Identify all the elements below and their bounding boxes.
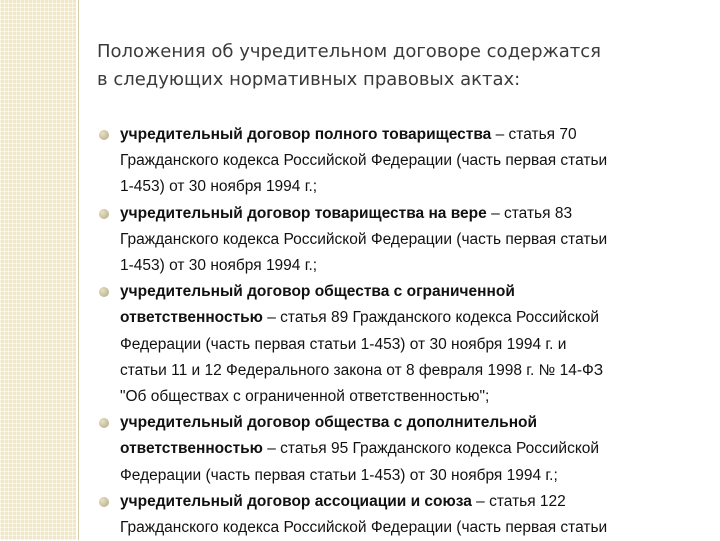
bullet-item-limited-partnership	[98, 201, 698, 280]
slide-title-line: в следующих нормативных правовых актах:	[97, 69, 521, 90]
line-text: Федерации (часть первая статьи 1-453) от 30 ноября 1994 г.;	[120, 466, 558, 484]
bullet-text	[120, 410, 698, 489]
bullet-text	[120, 489, 698, 541]
line-text: – статья 70	[491, 126, 577, 143]
slide-title	[97, 38, 697, 94]
line-text: Гражданского кодекса Российской Федерации (часть первая статьи	[120, 230, 608, 248]
bullet-line	[120, 384, 698, 410]
bullet-text	[120, 279, 698, 410]
bullet-text	[120, 122, 698, 201]
decorative-side-band	[0, 0, 76, 540]
bold-term: учредительный договор общества с ограниченной	[120, 283, 515, 301]
round-bullet-icon	[99, 209, 109, 219]
bold-term: учредительный договор общества с дополнительной	[120, 414, 538, 432]
bullet-line	[120, 410, 698, 436]
bullet-line	[120, 463, 698, 489]
line-text: – статья 89 Гражданского кодекса Российской	[262, 309, 600, 327]
round-bullet-icon	[99, 130, 109, 140]
line-text: Гражданского кодекса Российской Федерации (часть первая статьи	[120, 519, 608, 537]
bold-term: учредительный договор полного товарищества	[120, 126, 492, 143]
bold-term: ответственностью	[120, 440, 263, 458]
side-band-divider	[76, 0, 81, 540]
round-bullet-icon	[99, 497, 109, 507]
bullet-item-additional-liability	[98, 410, 698, 489]
bullet-line	[120, 227, 698, 253]
bullet-item-general-partnership	[98, 122, 698, 201]
bullet-line	[120, 358, 698, 384]
bullet-line	[120, 253, 698, 279]
round-bullet-icon	[99, 418, 109, 428]
round-bullet-icon	[99, 287, 109, 297]
bullet-line	[120, 122, 698, 148]
bold-term: учредительный договор ассоциации и союза	[120, 492, 472, 510]
bullet-line	[120, 201, 698, 227]
bullet-line	[120, 305, 698, 331]
bullet-list	[98, 122, 698, 541]
line-text: Гражданского кодекса Российской Федерации (часть первая статьи	[120, 152, 608, 170]
bullet-line	[120, 174, 698, 200]
slide-title-line: Положения об учредительном договоре содержатся	[97, 41, 601, 62]
bullet-line	[120, 515, 698, 541]
line-text: "Об обществах с ограниченной ответственностью";	[120, 388, 490, 406]
bullet-item-llc	[98, 279, 698, 410]
line-text: статьи 11 и 12 Федерального закона от 8 февраля 1998 г. № 14-ФЗ	[120, 361, 604, 379]
bullet-line	[120, 148, 698, 174]
line-text: – статья 83	[486, 204, 573, 222]
line-text: – статья 122	[471, 492, 566, 510]
bullet-line	[120, 436, 698, 462]
line-text: – статья 95 Гражданского кодекса Российской	[262, 440, 600, 458]
bullet-line	[120, 489, 698, 515]
bullet-item-association	[98, 489, 698, 541]
line-text: 1-453) от 30 ноября 1994 г.;	[120, 178, 318, 196]
bullet-line	[120, 332, 698, 358]
bold-term: учредительный договор товарищества на вере	[120, 204, 487, 222]
line-text: Федерации (часть первая статьи 1-453) от 30 ноября 1994 г. и	[120, 335, 567, 353]
bold-term: ответственностью	[120, 309, 263, 327]
bullet-line	[120, 279, 698, 305]
line-text: 1-453) от 30 ноября 1994 г.;	[120, 257, 318, 275]
bullet-text	[120, 201, 698, 280]
